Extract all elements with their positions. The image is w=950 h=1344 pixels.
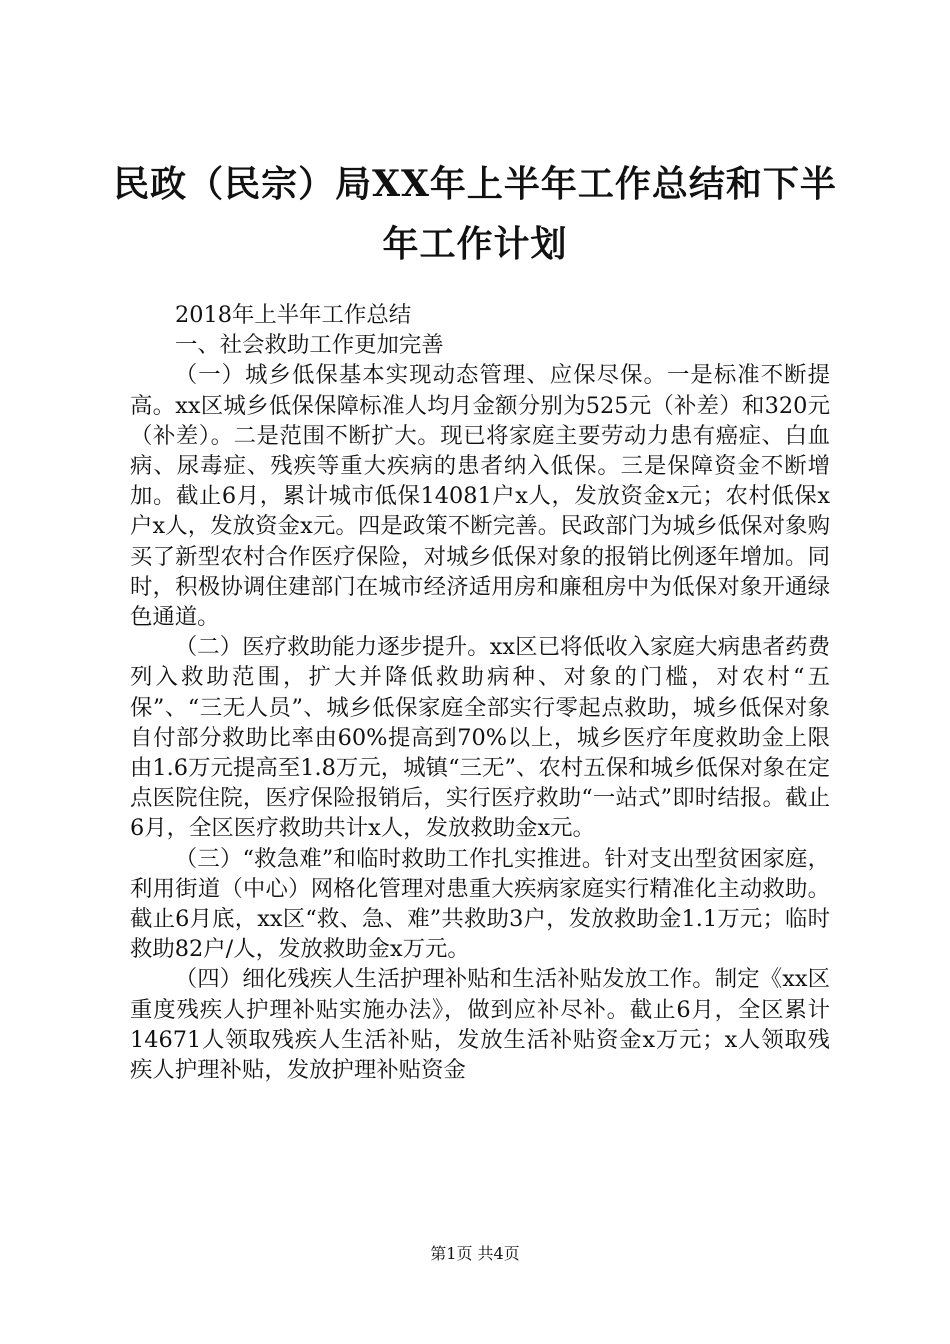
- section-heading-1: 一、社会救助工作更加完善: [175, 332, 444, 359]
- document-title-line-1: 民政（民宗）局XX年上半年工作总结和下半: [113, 163, 837, 205]
- section-heading-year: 2018年上半年工作总结: [175, 302, 412, 328]
- paragraph-1: （一）城乡低保基本实现动态管理、应保尽保。一是标准不断提高。xx区城乡低保保障标准人均月金额分别为525元（补差）和320元（补差）。二是范围不断扩大。现已将家庭主要劳动力患有癌症、白血病、尿毒症、残疾等重大疾病的患者纳入低保。三是保障资金不断增加。截止6月，累计城市低保14081户x人，发放资金x元；农村低保x户x人，发放资金x元。四是政策不断完善。民政部门为城乡低保对象购买了新型农村合作医疗保险，对城乡低保对象的报销比例逐年增加。同时，积极协调住建部门在城市经济适用房和廉租房中为低保对象开通绿色通道。: [130, 362, 830, 631]
- document-title-line-2: 年工作计划: [382, 223, 568, 265]
- paragraph-4: （四）细化残疾人生活护理补贴和生活补贴发放工作。制定《xx区重度残疾人护理补贴实施办法》，做到应补尽补。截止6月，全区累计14671人领取残疾人生活补贴，发放生活补贴资金x万元；x人领取残疾人护理补贴，发放护理补贴资金: [130, 966, 830, 1084]
- paragraph-3: （三）“救急难”和临时救助工作扎实推进。针对支出型贫困家庭，利用街道（中心）网格化管理对患重大疾病家庭实行精准化主动救助。截止6月底，xx区“救、急、难”共救助3户，发放救助金1.1万元；临时救助82户/人，发放救助金x万元。: [130, 845, 830, 963]
- paragraph-2: （二）医疗救助能力逐步提升。xx区已将低收入家庭大病患者药费列入救助范围，扩大并降低救助病种、对象的门槛，对农村“五保”、“三无人员”、城乡低保家庭全部实行零起点救助，城乡低保对象自付部分救助比率由60%提高到70%以上，城乡医疗年度救助金上限由1.6万元提高至1.8万元，城镇“三无”、农村五保和城乡低保对象在定点医院住院，医疗保险报销后，实行医疗救助“一站式”即时结报。截止6月，全区医疗救助共计x人，发放救助金x元。: [130, 634, 830, 842]
- document-body: [130, 300, 830, 1085]
- page-footer: 第1页 共4页: [430, 1244, 520, 1263]
